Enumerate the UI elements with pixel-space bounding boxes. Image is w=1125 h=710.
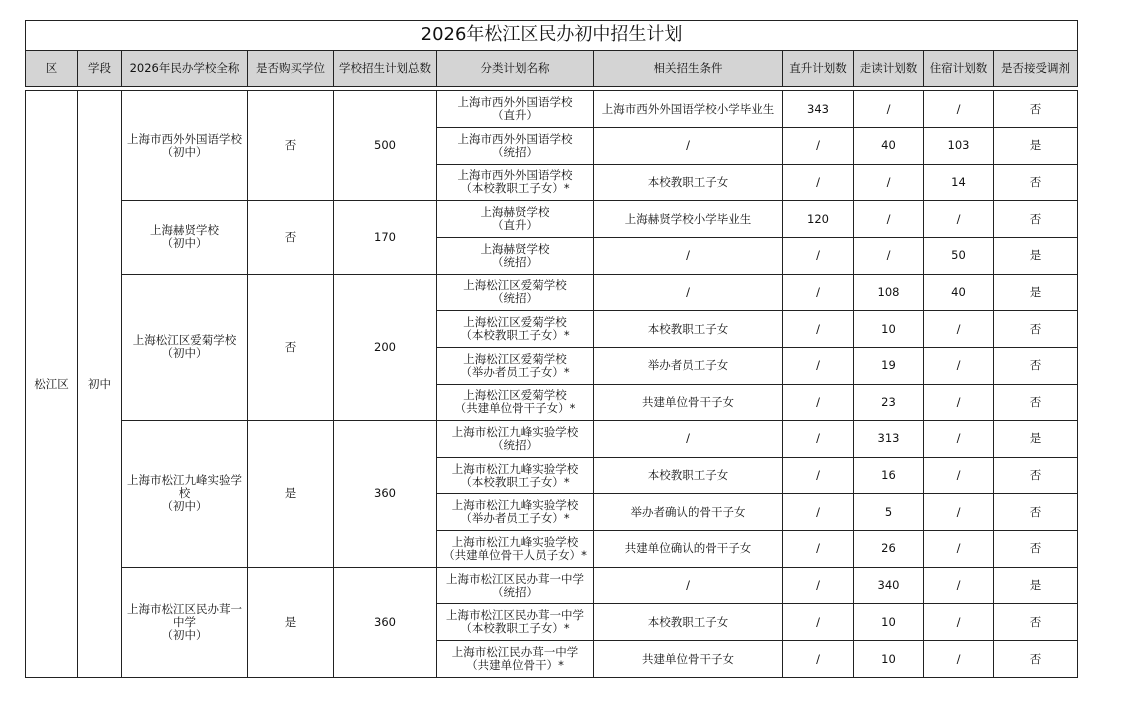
plan-name-cell (437, 347, 594, 384)
plan-name-cell-line: （本校教职工子女）* (460, 621, 570, 636)
boarding-count-cell: 14 (924, 164, 994, 201)
condition-cell: 举办者确认的骨干子女 (594, 494, 783, 531)
boarding-count-cell: / (924, 567, 994, 604)
accept-adjust-cell: 否 (994, 457, 1078, 494)
district-cell: 松江区 (26, 91, 78, 678)
boarding-count-cell: / (924, 384, 994, 421)
header-buy-seats: 是否购买学位 (248, 50, 334, 87)
condition-cell: / (594, 567, 783, 604)
plan-name-cell (437, 237, 594, 274)
plan-name-cell (437, 494, 594, 531)
school-name-cell-line: （初中） (161, 144, 208, 159)
direct-count-cell: / (783, 531, 854, 568)
direct-count-cell: / (783, 127, 854, 164)
buy-seats-cell: 是 (248, 421, 334, 568)
boarding-count-cell: / (924, 311, 994, 348)
plan-name-cell-line: （共建单位骨干子女）* (454, 401, 576, 416)
plan-name-cell (437, 604, 594, 641)
school-name-cell (122, 201, 248, 274)
total-plan-cell: 500 (334, 91, 437, 201)
day-count-cell: 19 (854, 347, 924, 384)
plan-name-cell-line: 上海市松江九峰实验学校 (451, 534, 579, 549)
direct-count-cell: / (783, 311, 854, 348)
condition-cell: / (594, 274, 783, 311)
condition-cell: 上海赫贤学校小学毕业生 (594, 201, 783, 238)
school-name-cell (122, 567, 248, 677)
direct-count-cell: / (783, 164, 854, 201)
plan-name-cell (437, 531, 594, 568)
day-count-cell: 10 (854, 604, 924, 641)
table-row (26, 201, 1078, 238)
day-count-cell: 26 (854, 531, 924, 568)
page-title: 2026年松江区民办初中招生计划 (26, 21, 1078, 51)
direct-count-cell: / (783, 274, 854, 311)
plan-name-cell-line: 上海赫贤学校 (480, 241, 550, 256)
header-boarding-count: 住宿计划数 (924, 50, 994, 87)
direct-count-cell: / (783, 567, 854, 604)
day-count-cell: 40 (854, 127, 924, 164)
accept-adjust-cell: 否 (994, 201, 1078, 238)
plan-name-cell-line: （举办者员工子女）* (460, 511, 570, 526)
plan-name-cell-line: （统招） (492, 584, 538, 599)
table-body (26, 21, 1078, 678)
plan-name-cell (437, 164, 594, 201)
day-count-cell: 5 (854, 494, 924, 531)
header-school-name: 2026年民办学校全称 (122, 50, 248, 87)
school-name-cell-line: 中学 (173, 614, 196, 629)
plan-name-cell (437, 641, 594, 678)
school-name-cell-line: 上海市西外外国语学校 (127, 131, 242, 146)
plan-name-cell (437, 384, 594, 421)
buy-seats-cell: 否 (248, 274, 334, 421)
plan-name-cell (437, 567, 594, 604)
accept-adjust-cell: 是 (994, 567, 1078, 604)
condition-cell: 本校教职工子女 (594, 311, 783, 348)
plan-name-cell-line: （举办者员工子女）* (460, 364, 570, 379)
day-count-cell: 10 (854, 641, 924, 678)
boarding-count-cell: / (924, 347, 994, 384)
accept-adjust-cell: 否 (994, 347, 1078, 384)
plan-name-cell (437, 421, 594, 458)
boarding-count-cell: / (924, 91, 994, 128)
condition-cell: / (594, 127, 783, 164)
total-plan-cell: 360 (334, 567, 437, 677)
day-count-cell: 23 (854, 384, 924, 421)
condition-cell: / (594, 237, 783, 274)
accept-adjust-cell: 是 (994, 274, 1078, 311)
accept-adjust-cell: 否 (994, 641, 1078, 678)
school-name-cell-line: 上海市松江九峰实验学 (127, 473, 242, 488)
direct-count-cell: 343 (783, 91, 854, 128)
accept-adjust-cell: 否 (994, 311, 1078, 348)
table-row (26, 567, 1078, 604)
title-row (26, 21, 1078, 51)
plan-name-cell (437, 127, 594, 164)
direct-count-cell: / (783, 457, 854, 494)
plan-name-cell-line: 上海松江区爱菊学校 (463, 315, 567, 330)
plan-name-cell-line: （统招） (492, 437, 538, 452)
plan-name-cell-line: （本校教职工子女）* (460, 328, 570, 343)
direct-count-cell: / (783, 421, 854, 458)
boarding-count-cell: / (924, 494, 994, 531)
plan-name-cell-line: （直升） (492, 108, 538, 123)
plan-name-cell-line: （本校教职工子女）* (460, 474, 570, 489)
plan-name-cell-line: 上海市松江区民办茸一中学 (446, 608, 584, 623)
boarding-count-cell: / (924, 457, 994, 494)
buy-seats-cell: 否 (248, 201, 334, 274)
boarding-count-cell: / (924, 604, 994, 641)
day-count-cell: 10 (854, 311, 924, 348)
plan-name-cell (437, 457, 594, 494)
total-plan-cell: 200 (334, 274, 437, 421)
school-name-cell-line: （初中） (161, 499, 208, 514)
header-conditions: 相关招生条件 (594, 50, 783, 87)
boarding-count-cell: / (924, 201, 994, 238)
plan-name-cell (437, 91, 594, 128)
condition-cell: 本校教职工子女 (594, 164, 783, 201)
accept-adjust-cell: 否 (994, 531, 1078, 568)
accept-adjust-cell: 否 (994, 604, 1078, 641)
header-total-plan: 学校招生计划总数 (334, 50, 437, 87)
plan-name-cell-line: 上海市松江九峰实验学校 (451, 424, 579, 439)
plan-name-cell-line: （统招） (492, 291, 538, 306)
direct-count-cell: / (783, 237, 854, 274)
day-count-cell: 108 (854, 274, 924, 311)
plan-name-cell (437, 201, 594, 238)
day-count-cell: / (854, 91, 924, 128)
buy-seats-cell: 否 (248, 91, 334, 201)
plan-name-cell-line: （共建单位骨干）* (466, 658, 564, 673)
plan-name-cell-line: 上海市松江民办茸一中学 (451, 645, 579, 660)
header-day-count: 走读计划数 (854, 50, 924, 87)
condition-cell: 上海市西外外国语学校小学毕业生 (594, 91, 783, 128)
plan-name-cell-line: （统招） (492, 144, 538, 159)
direct-count-cell: / (783, 384, 854, 421)
school-name-cell-line: 校 (178, 486, 191, 501)
plan-name-cell-line: 上海松江区爱菊学校 (463, 388, 567, 403)
school-name-cell-line: （初中） (161, 627, 208, 642)
plan-name-cell-line: （本校教职工子女）* (460, 181, 570, 196)
header-plan-category: 分类计划名称 (437, 50, 594, 87)
header-accept-adjust: 是否接受调剂 (994, 50, 1078, 87)
accept-adjust-cell: 否 (994, 164, 1078, 201)
accept-adjust-cell: 否 (994, 384, 1078, 421)
school-name-cell (122, 421, 248, 568)
plan-name-cell-line: （直升） (492, 218, 538, 233)
plan-name-cell (437, 274, 594, 311)
day-count-cell: 340 (854, 567, 924, 604)
table-row (26, 91, 1078, 128)
boarding-count-cell: / (924, 641, 994, 678)
table-row (26, 274, 1078, 311)
boarding-count-cell: 40 (924, 274, 994, 311)
day-count-cell: 16 (854, 457, 924, 494)
condition-cell: 共建单位骨干子女 (594, 641, 783, 678)
total-plan-cell: 170 (334, 201, 437, 274)
condition-cell: / (594, 421, 783, 458)
plan-name-cell-line: 上海市西外外国语学校 (457, 131, 573, 146)
direct-count-cell: / (783, 494, 854, 531)
plan-name-cell-line: （共建单位骨干人员子女）* (443, 547, 587, 562)
plan-name-cell-line: 上海市西外外国语学校 (457, 168, 573, 183)
header-district: 区 (26, 50, 78, 87)
accept-adjust-cell: 是 (994, 421, 1078, 458)
plan-name-cell-line: （统招） (492, 254, 538, 269)
direct-count-cell: 120 (783, 201, 854, 238)
school-name-cell-line: 上海松江区爱菊学校 (132, 333, 237, 348)
total-plan-cell: 360 (334, 421, 437, 568)
boarding-count-cell: 103 (924, 127, 994, 164)
condition-cell: 共建单位骨干子女 (594, 384, 783, 421)
condition-cell: 举办者员工子女 (594, 347, 783, 384)
school-name-cell-line: 上海赫贤学校 (150, 223, 219, 238)
accept-adjust-cell: 是 (994, 237, 1078, 274)
condition-cell: 本校教职工子女 (594, 604, 783, 641)
table-row (26, 421, 1078, 458)
accept-adjust-cell: 否 (994, 91, 1078, 128)
plan-name-cell-line: 上海松江区爱菊学校 (463, 278, 567, 293)
direct-count-cell: / (783, 347, 854, 384)
header-direct-count: 直升计划数 (783, 50, 854, 87)
condition-cell: 共建单位确认的骨干子女 (594, 531, 783, 568)
stage-cell: 初中 (78, 91, 122, 678)
direct-count-cell: / (783, 641, 854, 678)
enrollment-plan-table (25, 20, 1078, 678)
condition-cell: 本校教职工子女 (594, 457, 783, 494)
school-name-cell (122, 274, 248, 421)
school-name-cell (122, 91, 248, 201)
buy-seats-cell: 是 (248, 567, 334, 677)
day-count-cell: / (854, 237, 924, 274)
plan-name-cell-line: 上海市西外外国语学校 (457, 95, 573, 110)
day-count-cell: / (854, 164, 924, 201)
accept-adjust-cell: 否 (994, 494, 1078, 531)
header-row (26, 50, 1078, 87)
accept-adjust-cell: 是 (994, 127, 1078, 164)
plan-name-cell (437, 311, 594, 348)
plan-name-cell-line: 上海市松江九峰实验学校 (451, 461, 579, 476)
plan-name-cell-line: 上海市松江区民办茸一中学 (446, 571, 584, 586)
day-count-cell: / (854, 201, 924, 238)
direct-count-cell: / (783, 604, 854, 641)
plan-name-cell-line: 上海市松江九峰实验学校 (451, 498, 579, 513)
boarding-count-cell: 50 (924, 237, 994, 274)
school-name-cell-line: （初中） (161, 346, 208, 361)
day-count-cell: 313 (854, 421, 924, 458)
school-name-cell-line: 上海市松江区民办茸一 (127, 601, 242, 616)
plan-name-cell-line: 上海赫贤学校 (480, 205, 550, 220)
plan-name-cell-line: 上海松江区爱菊学校 (463, 351, 567, 366)
boarding-count-cell: / (924, 531, 994, 568)
school-name-cell-line: （初中） (161, 236, 208, 251)
boarding-count-cell: / (924, 421, 994, 458)
header-stage: 学段 (78, 50, 122, 87)
